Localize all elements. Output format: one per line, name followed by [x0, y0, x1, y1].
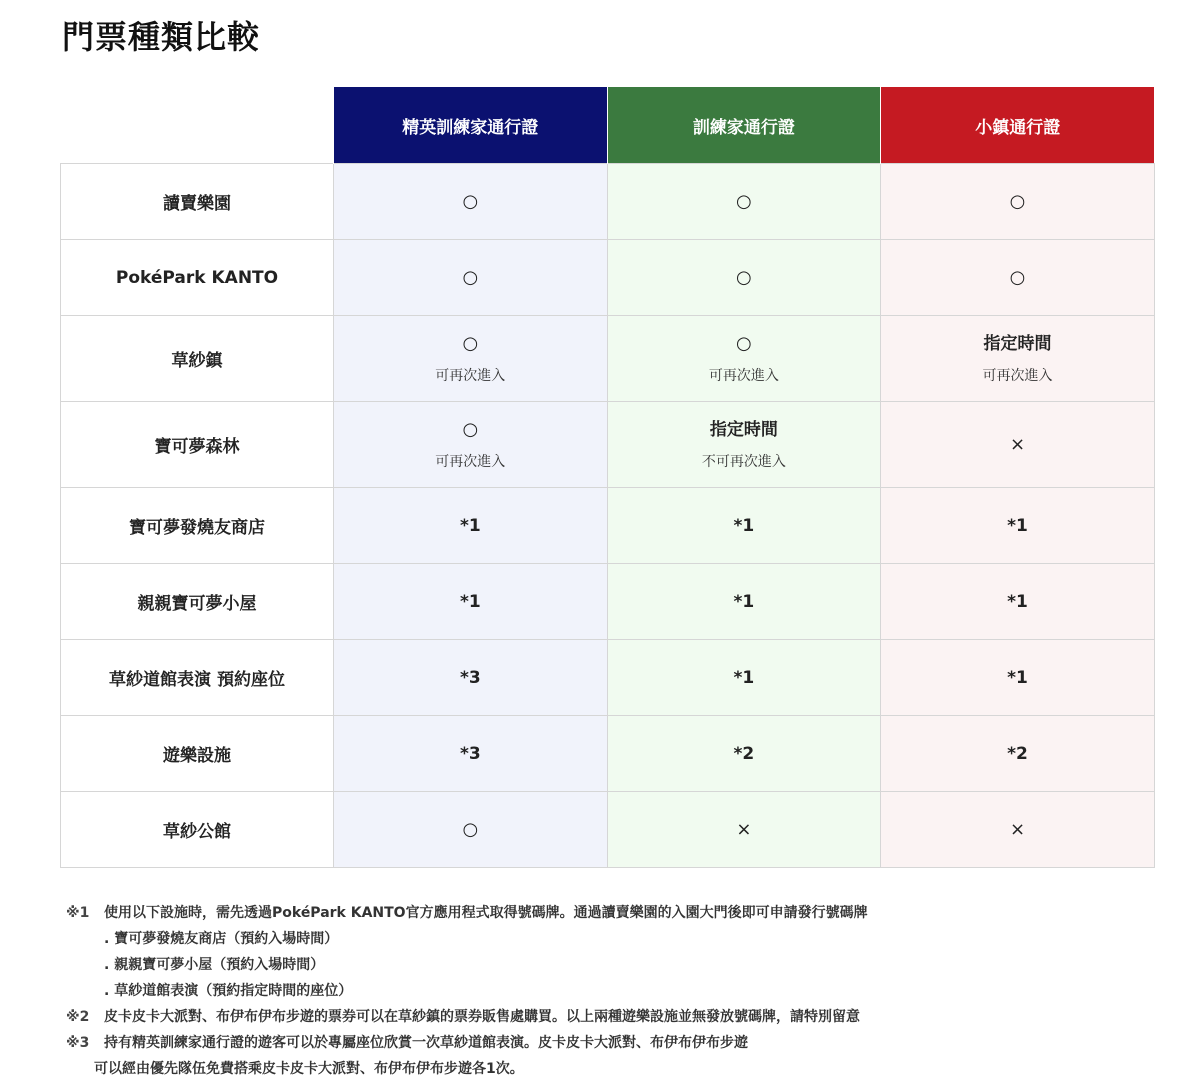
- table-cell: [607, 564, 881, 640]
- table-cell: [334, 316, 608, 402]
- column-header-town-pass: 小鎮通行證: [881, 87, 1155, 164]
- table-cell: [607, 402, 881, 488]
- row-label: 寶可夢森林: [61, 402, 334, 488]
- table-cell: [334, 716, 608, 792]
- cell-value: *3: [459, 743, 481, 764]
- footnote-text: 使用以下設施時，需先透過PokéPark KANTO官方應用程式取得號碼牌。通過讀賣樂園的入園大門後即可申請發行號碼牌: [104, 905, 868, 921]
- table-row: [61, 716, 1155, 792]
- table-cell: [607, 640, 881, 716]
- table-cell: [607, 240, 881, 316]
- cell-value: ○: [462, 818, 479, 840]
- table-cell: [334, 488, 608, 564]
- table-row: [61, 640, 1155, 716]
- cell-value: ○: [1009, 190, 1026, 212]
- cell-note: 可再次進入: [435, 367, 506, 384]
- footnote-3: [66, 1032, 1166, 1058]
- table-cell: [334, 640, 608, 716]
- cell-value: *2: [1007, 743, 1028, 764]
- table-cell: [881, 716, 1155, 792]
- cell-value: ○: [1009, 266, 1026, 288]
- footnote-mark: ※1: [66, 905, 90, 921]
- table-cell: [607, 488, 881, 564]
- row-label: 讀賣樂園: [61, 164, 334, 240]
- table-cell: [607, 792, 881, 868]
- table-cell: [334, 164, 608, 240]
- row-label: 遊樂設施: [61, 716, 334, 792]
- cell-value: 指定時間: [709, 419, 778, 440]
- footnote-mark: ※3: [66, 1035, 90, 1051]
- table-row: [61, 240, 1155, 316]
- table-cell: [881, 640, 1155, 716]
- cell-value: *1: [733, 667, 755, 688]
- row-label: PokéPark KANTO: [61, 240, 334, 316]
- table-cell: [334, 792, 608, 868]
- footnote-2: [66, 1006, 1166, 1032]
- cell-value: ○: [462, 190, 479, 212]
- table-corner: [61, 87, 334, 164]
- footnote-3-continued: [66, 1058, 1166, 1084]
- cell-value: ○: [736, 332, 752, 354]
- cell-value: ×: [1009, 818, 1026, 840]
- cell-value: *1: [733, 515, 755, 536]
- cell-value: *3: [459, 667, 481, 688]
- cell-value: *1: [1007, 591, 1028, 612]
- table-cell: [334, 402, 608, 488]
- cell-value: ×: [736, 818, 752, 840]
- footnote-mark: ※2: [66, 1009, 90, 1025]
- table-cell: [881, 240, 1155, 316]
- table-cell: [881, 316, 1155, 402]
- table-cell: [334, 564, 608, 640]
- cell-note: 可再次進入: [982, 367, 1053, 384]
- footnote-item-text: . 草紗道館表演（預約指定時間的座位）: [104, 983, 353, 999]
- footnotes: [66, 902, 1166, 1084]
- table-row: [61, 488, 1155, 564]
- footnote-text: 皮卡皮卡大派對、布伊布伊布步遊的票券可以在草紗鎮的票券販售處購買。以上兩種遊樂設施並無發放號碼牌，請特別留意: [104, 1009, 860, 1025]
- table-row: [61, 164, 1155, 240]
- footnote-1-item: [66, 980, 1166, 1006]
- table-row: [61, 564, 1155, 640]
- table-row: [61, 316, 1155, 402]
- footnote-text: 可以經由優先隊伍免費搭乘皮卡皮卡大派對、布伊布伊布步遊各1次。: [94, 1061, 524, 1077]
- footnote-1-item: [66, 928, 1166, 954]
- table-cell: [607, 316, 881, 402]
- footnote-1-item: [66, 954, 1166, 980]
- footnote-item-text: . 寶可夢發燒友商店（預約入場時間）: [104, 931, 339, 947]
- cell-value: ○: [462, 332, 479, 354]
- table-cell: [881, 792, 1155, 868]
- page-title: 門票種類比較: [62, 18, 261, 56]
- table-cell: [881, 164, 1155, 240]
- cell-note: 可再次進入: [435, 453, 506, 470]
- table-cell: [607, 164, 881, 240]
- cell-value: ×: [1009, 433, 1026, 455]
- footnote-item-text: . 親親寶可夢小屋（預約入場時間）: [104, 957, 325, 973]
- row-label: 寶可夢發燒友商店: [61, 488, 334, 564]
- cell-value: ○: [736, 190, 752, 212]
- cell-value: *1: [733, 591, 755, 612]
- table-row: [61, 792, 1155, 868]
- footnote-text: 持有精英訓練家通行證的遊客可以於專屬座位欣賞一次草紗道館表演。皮卡皮卡大派對、布伊布伊布步遊: [104, 1035, 748, 1051]
- table-cell: [607, 716, 881, 792]
- cell-note: 不可再次進入: [701, 453, 786, 470]
- column-header-elite-trainer-pass: 精英訓練家通行證: [334, 87, 608, 164]
- cell-value: *1: [459, 591, 481, 612]
- table-cell: [881, 402, 1155, 488]
- cell-value: *1: [459, 515, 481, 536]
- table-cell: [881, 488, 1155, 564]
- ticket-comparison-table: [60, 87, 1155, 868]
- cell-value: ○: [462, 266, 479, 288]
- table-cell: [334, 240, 608, 316]
- cell-value: *1: [1007, 515, 1028, 536]
- cell-value: ○: [736, 266, 752, 288]
- row-label: 草紗鎮: [61, 316, 334, 402]
- row-label: 草紗公館: [61, 792, 334, 868]
- footnote-1: [66, 902, 1166, 928]
- table-cell: [881, 564, 1155, 640]
- cell-value: ○: [462, 418, 479, 440]
- row-label: 草紗道館表演 預約座位: [61, 640, 334, 716]
- column-header-trainer-pass: 訓練家通行證: [607, 87, 881, 164]
- cell-value: *1: [1007, 667, 1028, 688]
- table-row: [61, 402, 1155, 488]
- cell-value: *2: [733, 743, 755, 764]
- cell-note: 可再次進入: [708, 367, 779, 384]
- row-label: 親親寶可夢小屋: [61, 564, 334, 640]
- cell-value: 指定時間: [983, 333, 1052, 354]
